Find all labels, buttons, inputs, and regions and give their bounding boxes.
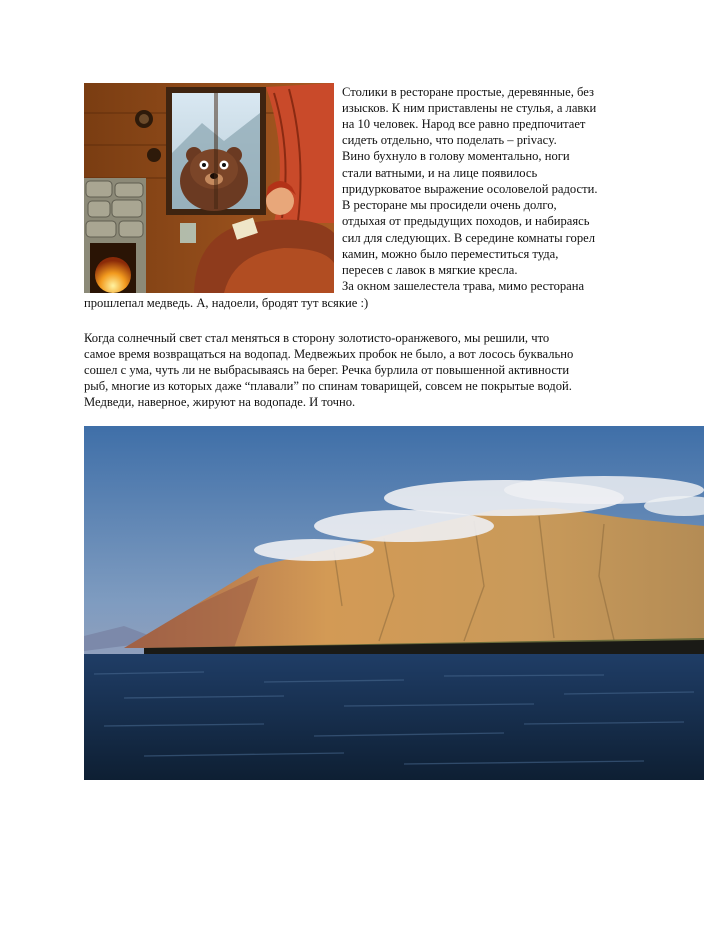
- text-line: рыб, многие из которых даже “плавали” по спинам товарищей, совсем не покрытые водой.: [84, 379, 572, 393]
- mountain-lake-photo: [84, 426, 704, 780]
- text-line: Когда солнечный свет стал меняться в сторону золотисто-оранжевого, мы решили, что: [84, 331, 550, 345]
- text-line: сидеть отдельно, что поделать – privacy.: [342, 133, 557, 147]
- text-line: придурковатое выражение осоловелой радости.: [342, 182, 598, 196]
- text-line: самое время возвращаться на водопад. Медвежьих пробок не было, а вот лосось буквально: [84, 347, 574, 361]
- text-line: Вино бухнуло в голову моментально, ноги: [342, 149, 570, 163]
- text-line: Медведи, наверное, жируют на водопаде. И точно.: [84, 395, 356, 409]
- text-line: отдыхая от предыдущих походов, и набираясь: [342, 214, 590, 228]
- text-line: За окном зашелестела трава, мимо ресторана: [342, 279, 585, 293]
- text-line: на 10 человек. Народ все равно предпочитает: [342, 117, 586, 131]
- paragraph-1-column: [342, 85, 672, 295]
- text-line: камин, можно было переместиться туда,: [342, 247, 559, 261]
- paragraph-1-continuation: прошлепал медведь. А, надоели, бродят тут всякие :): [84, 296, 369, 310]
- text-line: сил для следующих. В середине комнаты горел: [342, 231, 596, 245]
- text-line: Столики в ресторане простые, деревянные, без: [342, 85, 594, 99]
- text-line: изысков. К ним приставлены не стулья, а лавки: [342, 101, 597, 115]
- bear-window-illustration: [84, 83, 334, 293]
- text-line: В ресторане мы просидели очень долго,: [342, 198, 557, 212]
- text-line: стали ватными, и на лице появилось: [342, 166, 538, 180]
- text-line: пересев с лавок в мягкие кресла.: [342, 263, 518, 277]
- text-line: сошел с ума, чуть ли не выбрасываясь на берег. Речка бурлила от повышенной активности: [84, 363, 570, 377]
